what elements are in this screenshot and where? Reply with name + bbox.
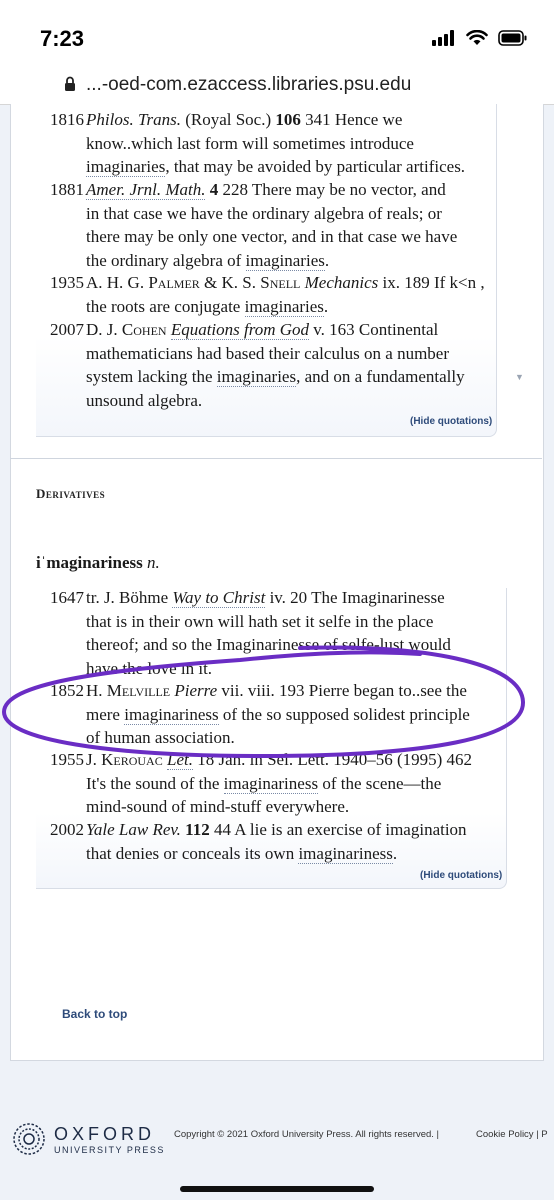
clock: 7:23 [40, 26, 85, 51]
quotation-2002: 2002 Yale Law Rev. 112 44 A lie is an exercise of imagination that denies or conceals its own imaginariness. [50, 820, 467, 863]
wifi-icon [466, 30, 488, 46]
address-bar[interactable] [0, 66, 554, 105]
quotation-1881: 1881 Amer. Jrnl. Math. 4 228 There may be no vector, and in that case we have the ordinary algebra of reals; or there may be only one vector, and in that case we have the ordinary algebra of imaginaries. [50, 180, 458, 270]
quotation-1816: 1816 Philos. Trans. (Royal Soc.) 106 341 Hence we know..which last form will sometimes introduce imaginaries, that may be avoided by particular artifices. [50, 110, 466, 176]
copyright-text: Copyright © 2021 Oxford University Press. All rights reserved. | [174, 1129, 440, 1140]
quotation-1955: 1955 J. Kerouac Let. 18 Jan. in Sel. Lett. 1940–56 (1995) 462 It's the sound of the imaginariness of the scene—the mind-sound of mind-stuff everywhere. [50, 750, 473, 816]
scroll-down-icon[interactable]: ▼ [515, 372, 524, 382]
cookie-policy-link[interactable]: Cookie Policy | P [476, 1129, 548, 1140]
battery-icon [498, 30, 528, 46]
quotation-1935: 1935 A. H. G. Palmer & K. S. Snell Mechanics ix. 189 If k<n , the roots are conjugate imaginaries. [50, 273, 485, 316]
annotation-circle [0, 640, 554, 780]
oup-seal-icon [12, 1122, 46, 1156]
url-text[interactable]: ...-oed-com.ezaccess.libraries.psu.edu [86, 74, 412, 95]
hide-quotations-link-2[interactable]: (Hide quotations) [420, 870, 503, 881]
quotation-2007: 2007 D. J. Cohen Equations from God v. 163 Continental mathematicians had based their calculus on a number system lacking the imaginaries, and on a fundamentally unsound algebra. [50, 320, 465, 410]
signal-icon [432, 30, 456, 46]
quotation-1852: 1852 H. Melville Pierre vii. viii. 193 Pierre began to..see the mere imaginariness of the so supposed solidest principle of human association. [50, 681, 470, 747]
logo-university-press: UNIVERSITY PRESS [54, 1144, 165, 1155]
system-icons [432, 30, 528, 46]
headword: iˈmaginariness n. [36, 553, 160, 572]
hide-quotations-link[interactable]: (Hide quotations) [410, 416, 493, 427]
back-to-top-link[interactable]: Back to top [62, 1007, 128, 1021]
logo-oxford: OXFORD [54, 1123, 156, 1144]
status-bar [0, 0, 554, 70]
home-indicator[interactable] [180, 1186, 374, 1192]
quotation-1647: 1647 tr. J. Böhme Way to Christ iv. 20 The Imaginarinesse that is in their own will hath set it selfe in the place thereof; and so the Imaginarinesse of selfe-lust would have the love in it. [50, 588, 451, 678]
derivatives-heading: Derivatives [36, 486, 106, 501]
lock-icon [64, 76, 76, 92]
section-divider [10, 458, 542, 459]
oup-logo[interactable] [12, 1122, 165, 1156]
